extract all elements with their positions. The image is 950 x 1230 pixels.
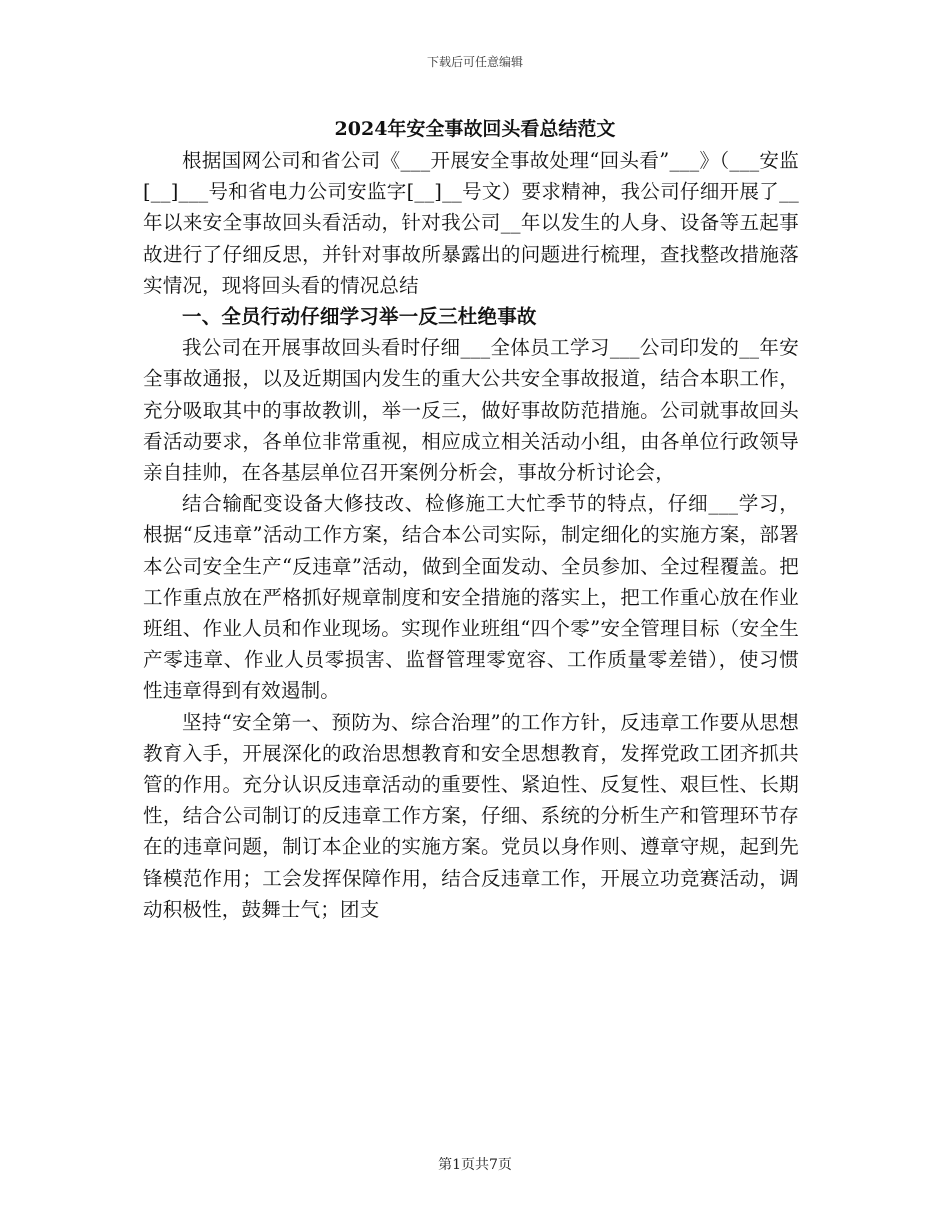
document-title: 2024年安全事故回头看总结范文 xyxy=(334,118,616,140)
document-body xyxy=(143,145,799,925)
section-paragraph-2: 结合输配变设备大修技改、检修施工大忙季节的特点，仔细___学习，根据“反违章”活动工作方案，结合本公司实际，制定细化的实施方案，部署本公司安全生产“反违章”活动，做到全面发动、全员参加、全过程覆盖。把工作重点放在严格抓好规章制度和安全措施的落实上，把工作重心放在作业班组、作业人员和作业现场。实现作业班组“四个零”安全管理目标（安全生产零违章、作业人员零损害、监督管理零宽容、工作质量零差错），使习惯性违章得到有效遏制。 xyxy=(143,492,799,703)
page-number: 第1页共7页 xyxy=(438,1157,512,1173)
section-paragraph-1: 我公司在开展事故回头看时仔细___全体员工学习___公司印发的__年安全事故通报，以及近期国内发生的重大公共安全事故报道，结合本职工作，充分吸取其中的事故教训，举一反三，做好事故防范措施。公司就事故回头看活动要求，各单位非常重视，相应成立相关活动小组，由各单位行政领导亲自挂帅，在各基层单位召开案例分析会，事故分析讨论会， xyxy=(143,336,799,485)
page-header-note: 下载后可任意编辑 xyxy=(426,55,523,69)
section-heading: 一、全员行动仔细学习举一反三杜绝事故 xyxy=(182,305,537,329)
intro-paragraph: 根据国网公司和省公司《___开展安全事故处理“回头看”___》（___安监[__]___号和省电力公司安监字[__]__号文）要求精神，我公司仔细开展了__年以来安全事故回头看活动，针对我公司__年以发生的人身、设备等五起事故进行了仔细反思，并针对事故所暴露出的问题进行梳理，查找整改措施落实情况，现将回头看的情况总结 xyxy=(143,149,799,297)
section-paragraph-3: 坚持“安全第一、预防为、综合治理”的工作方针，反违章工作要从思想教育入手，开展深化的政治思想教育和安全思想教育，发挥党政工团齐抓共管的作用。充分认识反违章活动的重要性、紧迫性、反复性、艰巨性、长期性，结合公司制订的反违章工作方案，仔细、系统的分析生产和管理环节存在的违章问题，制订本企业的实施方案。党员以身作则、遵章守规，起到先锋模范作用；工会发挥保障作用，结合反违章工作，开展立功竞赛活动，调动积极性，鼓舞士气；团支 xyxy=(143,710,799,921)
